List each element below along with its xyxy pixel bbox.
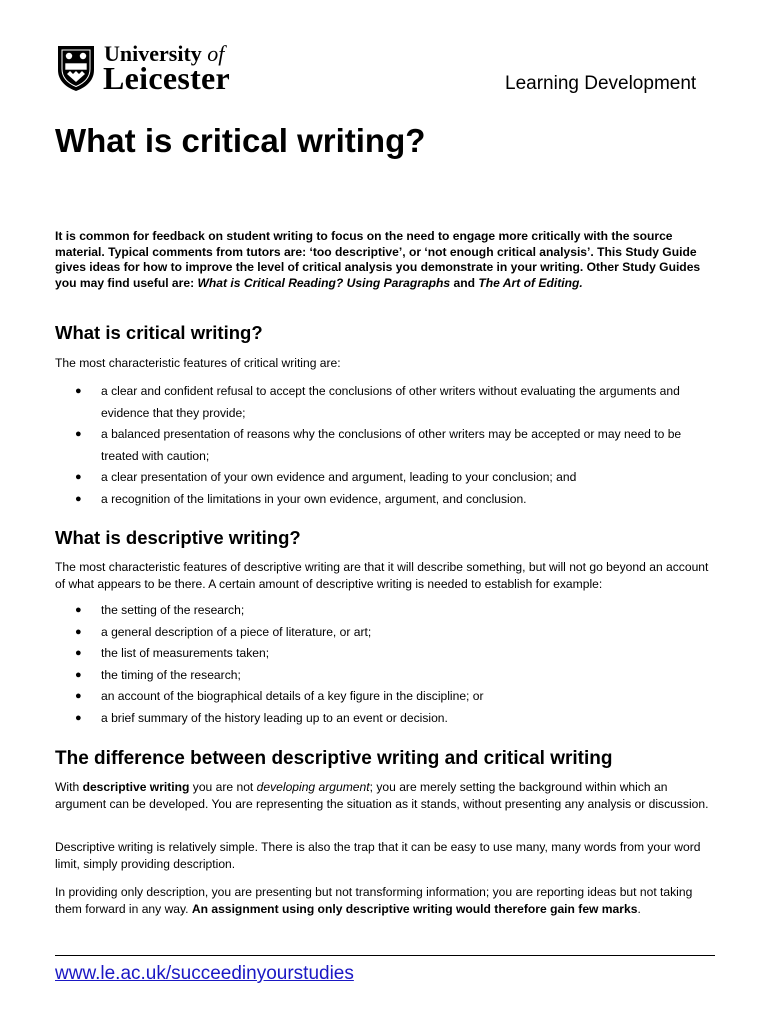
bullet-icon: ● xyxy=(75,492,82,505)
list-item: ● a clear presentation of your own evidence and argument, leading to your conclusion; and xyxy=(55,467,715,489)
bullet-icon: ● xyxy=(75,625,82,638)
logo-wordmark-line1: University of xyxy=(104,41,225,66)
guide-link-art-of-editing: The Art of Editing. xyxy=(478,276,583,291)
list-item: ● a recognition of the limitations in your own evidence, argument, and conclusion. xyxy=(55,489,715,511)
list-item: ● the timing of the research; xyxy=(55,665,715,687)
difference-paragraph-3: In providing only description, you are presenting but not transforming information; you are reporting ideas but not taking them forward in any way. An assignment using only descriptive writing would therefore gain few marks. xyxy=(55,885,693,916)
department-name: Learning Development xyxy=(505,73,697,94)
bullet-icon: ● xyxy=(75,471,82,483)
list-item: ● a brief summary of the history leading up to an event or decision. xyxy=(55,708,715,730)
bullet-icon: ● xyxy=(75,385,82,397)
heading-descriptive-writing: What is descriptive writing? xyxy=(55,527,301,548)
critical-features-list xyxy=(55,381,715,510)
list-item: ● a balanced presentation of reasons why the conclusions of other writers may be accepted or may need to be treated with caution; xyxy=(55,424,715,467)
heading-critical-writing: What is critical writing? xyxy=(55,322,263,343)
bullet-icon: ● xyxy=(75,690,82,702)
list-item: ● a general description of a piece of literature, or art; xyxy=(55,622,715,644)
logo-wordmark-line2: Leicester xyxy=(103,60,231,96)
bullet-icon: ● xyxy=(75,711,82,724)
descriptive-examples-list xyxy=(55,600,715,729)
critical-lead-text: The most characteristic features of critical writing are: xyxy=(55,356,341,370)
list-item: ● the list of measurements taken; xyxy=(55,643,715,665)
university-crest-icon xyxy=(56,44,96,92)
bullet-icon: ● xyxy=(75,647,82,659)
descriptive-lead-text: The most characteristic features of descriptive writing are that it will describe something, but will not go beyond an account of what appears to be there. A certain amount of descriptive writing is needed to establish for example: xyxy=(55,560,709,591)
footer-url-link[interactable]: www.le.ac.uk/succeedinyourstudies xyxy=(55,963,354,984)
university-logo xyxy=(56,41,266,96)
bullet-icon: ● xyxy=(75,428,82,440)
guide-link-critical-reading: What is Critical Reading? Using Paragraphs xyxy=(197,276,451,291)
difference-paragraph-2: Descriptive writing is relatively simple. There is also the trap that it can be easy to use many, many words from your word limit, simply providing description. xyxy=(55,840,701,871)
list-item: ● a clear and confident refusal to accept the conclusions of other writers without evaluating the arguments and evidence that they provide; xyxy=(55,381,715,424)
bullet-icon: ● xyxy=(75,604,82,616)
list-item: ● an account of the biographical details of a key figure in the discipline; or xyxy=(55,686,715,708)
heading-difference: The difference between descriptive writing and critical writing xyxy=(55,748,613,769)
list-item: ● the setting of the research; xyxy=(55,600,715,622)
intro-paragraph: It is common for feedback on student writing to focus on the need to engage more critically with the source material. Typical comments from tutors are: ‘too descriptive’, or ‘not enough critical analysis’. This Study Guide gives ideas for how to improve the level of critical analysis you demonstrate in your writing. Other Study Guides you may find useful are: What is Critical Reading? Using Paragraphs and The Art of Editing. xyxy=(55,229,701,291)
bullet-icon: ● xyxy=(75,668,82,681)
difference-paragraph-1: With descriptive writing you are not developing argument; you are merely setting the background within which an argument can be developed. You are representing the situation as it stands, without presenting any analysis or discussion. xyxy=(55,780,709,811)
footer-divider xyxy=(55,955,715,956)
page-title: What is critical writing? xyxy=(55,122,426,159)
